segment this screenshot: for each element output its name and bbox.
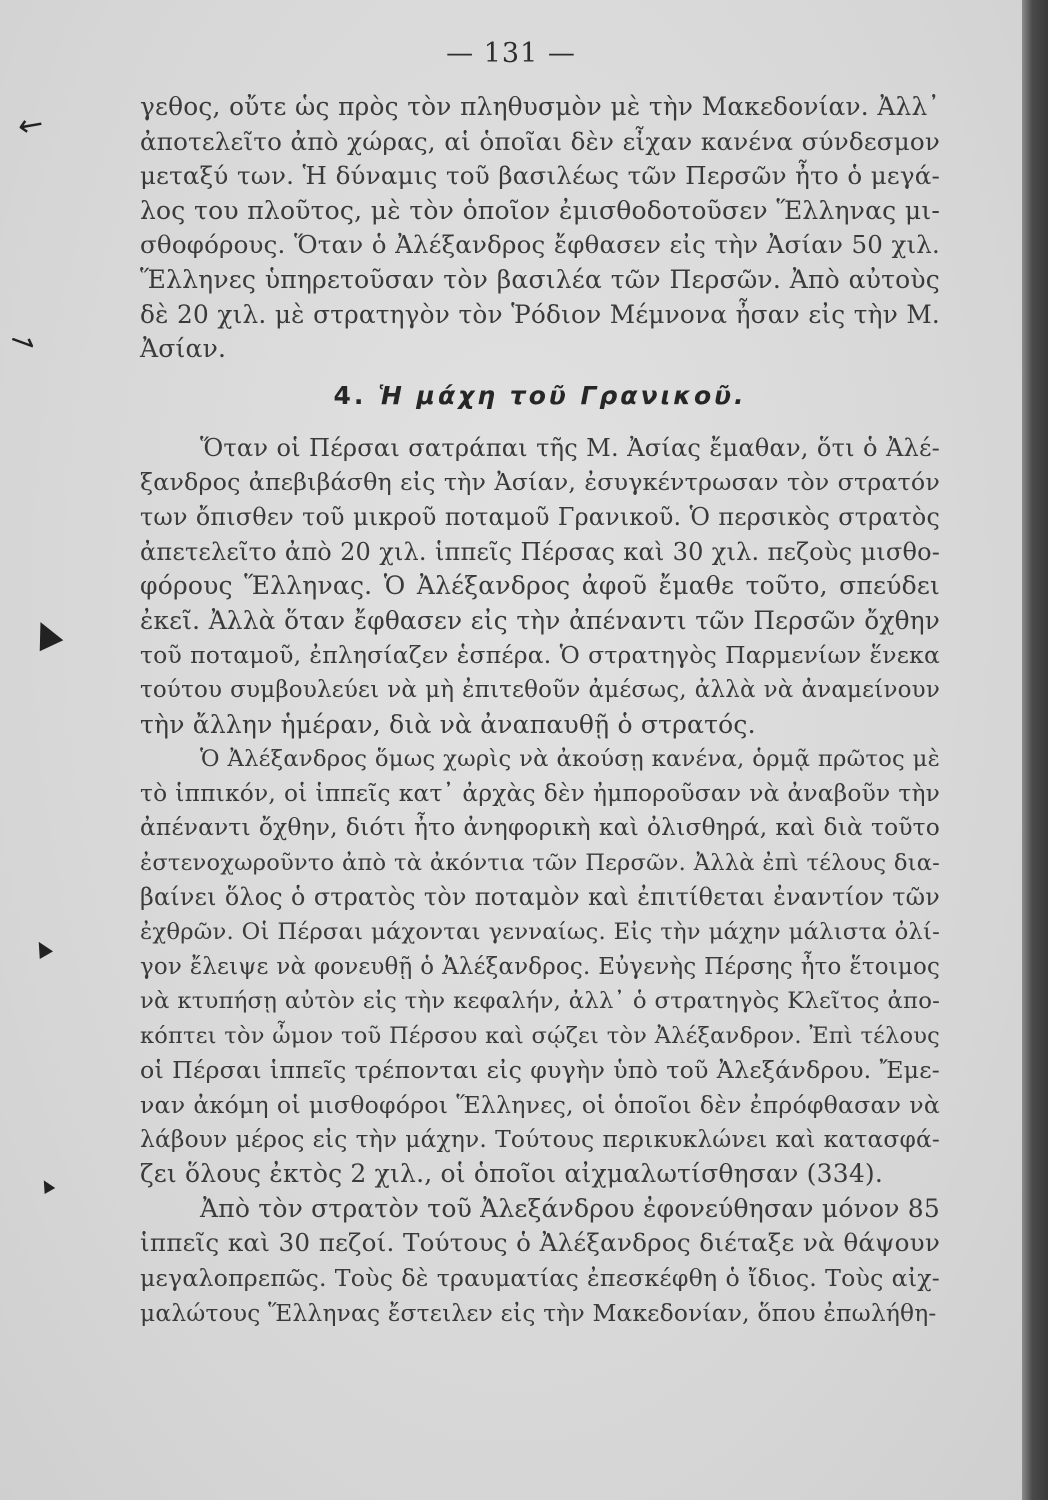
paragraph	[140, 1192, 940, 1330]
text-line: ἐστενοχωροῦντο ἀπὸ τὰ ἀκόντια τῶν Περσῶν. Ἀλλὰ ἐπὶ τέλους δια-	[140, 849, 940, 876]
text-line: ζει ὅλους ἐκτὸς 2 χιλ., οἱ ὁποῖοι αἰχμαλωτίσθησαν (334).	[140, 1159, 884, 1189]
text-line: τούτου συμβουλεύει νὰ μὴ ἐπιτεθοῦν ἀμέσως, ἀλλὰ νὰ ἀναμείνουν	[140, 676, 940, 703]
text-line: νὰ κτυπήσῃ αὐτὸν εἰς τὴν κεφαλήν, ἀλλ᾽ ὁ στρατηγὸς Κλεῖτος ἀπο-	[140, 988, 940, 1015]
section-heading	[140, 367, 940, 425]
text-line: γον ἔλειψε νὰ φονευθῇ ὁ Ἀλέξανδρος. Εὐγενὴς Πέρσης ἦτο ἕτοιμος	[140, 953, 940, 980]
text-line: Ὁ Ἀλέξανδρος ὅμως χωρὶς νὰ ἀκούσῃ κανένα, ὁρμᾷ πρῶτος μὲ	[200, 746, 940, 773]
text-line: σθοφόρους. Ὅταν ὁ Ἀλέξανδρος ἔφθασεν εἰς τὴν Ἀσίαν 50 χιλ.	[140, 230, 940, 260]
text-line: Ἀσίαν.	[140, 334, 227, 364]
paragraph	[140, 742, 940, 1192]
text-line: λος του πλοῦτος, μὲ τὸν ὁποῖον ἐμισθοδοτοῦσεν Ἕλληνας μι-	[140, 195, 940, 225]
text-line: τὸ ἱππικόν, οἱ ἱππεῖς κατ᾽ ἀρχὰς δὲν ἠμποροῦσαν νὰ ἀναβοῦν τὴν	[140, 779, 940, 807]
text-line: τοῦ ποταμοῦ, ἐπλησίαζεν ἑσπέρα. Ὁ στρατηγὸς Παρμενίων ἕνεκα	[140, 641, 940, 670]
text-line: ξανδρος ἀπεβιβάσθη εἰς τὴν Ἀσίαν, ἐσυγκέντρωσαν τὸν στρατόν	[140, 468, 940, 497]
paragraph	[140, 90, 940, 367]
text-line: κόπτει τὸν ὦμον τοῦ Πέρσου καὶ σῴζει τὸν Ἀλέξανδρον. Ἐπὶ τέλους	[140, 1022, 940, 1049]
text-line: ναν ἀκόμη οἱ μισθοφόροι Ἕλληνες, οἱ ὁποῖοι δὲν ἐπρόφθασαν νὰ	[140, 1091, 940, 1120]
text-line: ἱππεῖς καὶ 30 πεζοί. Τούτους ὁ Ἀλέξανδρος διέταξε νὰ θάψουν	[140, 1228, 940, 1258]
margin-ink-mark: ▲	[24, 608, 66, 656]
text-line: τὴν ἄλλην ἡμέραν, διὰ νὰ ἀναπαυθῇ ὁ στρατός.	[140, 709, 756, 739]
text-line: ἀπέναντι ὄχθην, διότι ἦτο ἀνηφορικὴ καὶ ὀλισθηρά, καὶ διὰ τοῦτο	[140, 814, 940, 842]
text-line: μεγαλοπρεπῶς. Τοὺς δὲ τραυματίας ἐπεσκέφθη ὁ ἴδιος. Τοὺς αἰχ-	[140, 1264, 940, 1292]
section-number: 4.	[333, 380, 367, 410]
text-line: βαίνει ὅλος ὁ στρατὸς τὸν ποταμὸν καὶ ἐπιτίθεται ἐναντίον τῶν	[140, 883, 940, 912]
text-line: φόρους Ἕλληνας. Ὁ Ἀλέξανδρος ἀφοῦ ἔμαθε τοῦτο, σπεύδει	[140, 571, 940, 601]
text-line: μεταξύ των. Ἡ δύναμις τοῦ βασιλέως τῶν Περσῶν ἦτο ὁ μεγά-	[140, 161, 940, 191]
text-line: ἀπετελεῖτο ἀπὸ 20 χιλ. ἱππεῖς Πέρσας καὶ 30 χιλ. πεζοὺς μισθο-	[140, 537, 940, 566]
page-edge-shadow	[1022, 0, 1048, 1500]
text-line: οἱ Πέρσαι ἱππεῖς τρέπονται εἰς φυγὴν ὑπὸ τοῦ Ἀλεξάνδρου. Ἔμε-	[140, 1056, 940, 1085]
body-text	[140, 90, 940, 1330]
text-line: δὲ 20 χιλ. μὲ στρατηγὸν τὸν Ῥόδιον Μέμνονα ἦσαν εἰς τὴν Μ.	[140, 299, 940, 329]
text-line: ἀποτελεῖτο ἀπὸ χώρας, αἱ ὁποῖαι δὲν εἶχαν κανένα σύνδεσμον	[140, 126, 940, 156]
page-number: — 131 —	[446, 38, 576, 69]
text-line: των ὄπισθεν τοῦ μικροῦ ποταμοῦ Γρανικοῦ. Ὁ περσικὸς στρατὸς	[140, 502, 940, 531]
margin-arrow-mark: ⇀	[4, 321, 41, 364]
paragraph	[140, 431, 940, 742]
text-line: Ἕλληνες ὑπηρετοῦσαν τὸν βασιλέα τῶν Περσῶν. Ἀπὸ αὐτοὺς	[140, 264, 940, 294]
text-line: ἐκεῖ. Ἀλλὰ ὅταν ἔφθασεν εἰς τὴν ἀπέναντι τῶν Περσῶν ὄχθην	[140, 605, 940, 635]
text-line: ἐχθρῶν. Οἱ Πέρσαι μάχονται γενναίως. Εἰς τὴν μάχην μάλιστα ὀλί-	[140, 919, 940, 946]
margin-ink-mark: ▲	[36, 1173, 57, 1196]
margin-ink-mark: ▲	[29, 932, 55, 962]
text-line: Ὅταν οἱ Πέρσαι σατράπαι τῆς Μ. Ἀσίας ἔμαθαν, ὅτι ὁ Ἀλέ-	[200, 433, 940, 462]
text-line: Ἀπὸ τὸν στρατὸν τοῦ Ἀλεξάνδρου ἐφονεύθησαν μόνον 85	[200, 1193, 940, 1223]
text-line: γεθος, οὔτε ὡς πρὸς τὸν πληθυσμὸν μὲ τὴν Μακεδονίαν. Ἀλλ᾽	[140, 92, 940, 121]
text-line: λάβουν μέρος εἰς τὴν μάχην. Τούτους περικυκλώνει καὶ κατασφά-	[140, 1125, 940, 1153]
text-line: μαλώτους Ἕλληνας ἔστειλεν εἰς τὴν Μακεδονίαν, ὅπου ἐπωλήθη-	[140, 1298, 937, 1327]
margin-arrow-mark: ←	[15, 106, 46, 145]
section-title: Ἡ μάχη τοῦ Γρανικοῦ.	[378, 380, 747, 410]
